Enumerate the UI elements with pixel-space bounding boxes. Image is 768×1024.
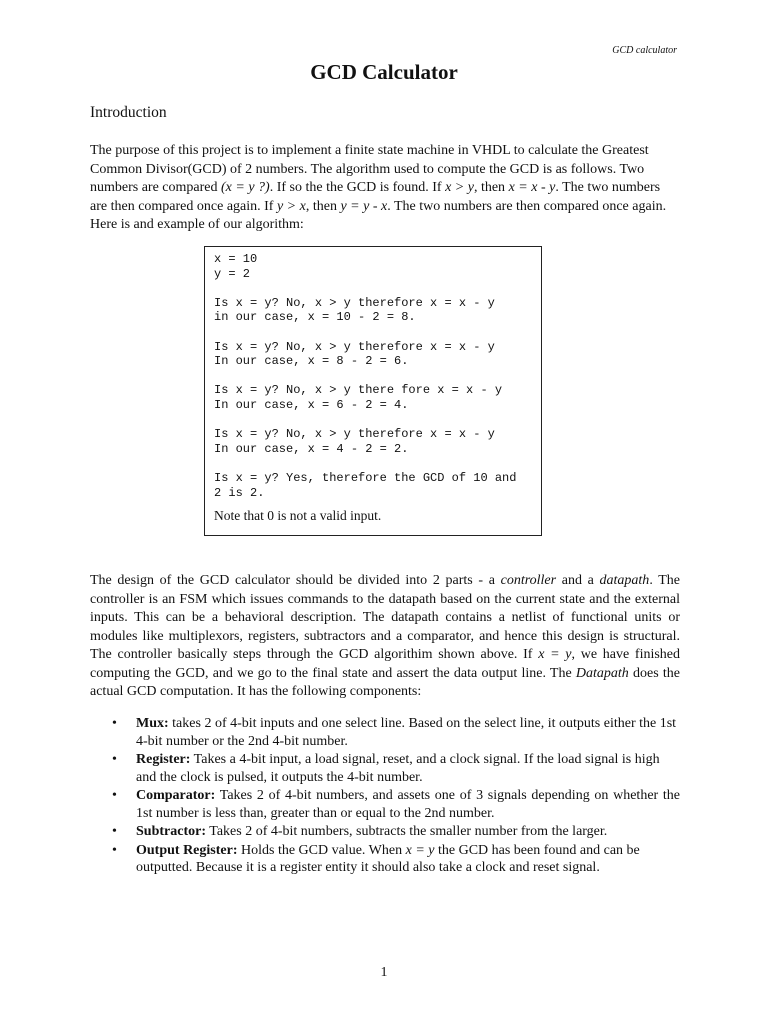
- text-run: The purpose of this project is to implement a finite state machine in VHDL to calculate the Greatest Common Divisor(GCD) of 2 numbers. The algorithm used to compute the GCD is as follows. Two numbers are compared: [90, 143, 649, 195]
- code-line: In our case, x = 8 - 2 = 6.: [214, 354, 409, 369]
- text-run: Takes 2 of 4-bit numbers, subtracts the smaller number from the larger.: [206, 824, 608, 839]
- text-run: . The two numbers are then compared once again. If: [90, 180, 661, 214]
- italic-text: datapath: [599, 573, 650, 588]
- text-run: does the actual GCD computation. It has the following components:: [90, 665, 680, 699]
- text-run: . The two numbers are then compared once again. Here is and example of our algorithm:: [90, 198, 667, 232]
- component-name: Register:: [136, 752, 191, 767]
- component-item: [112, 751, 680, 786]
- code-line: [214, 413, 532, 428]
- algorithm-example-box: [204, 246, 542, 536]
- code-line: [214, 456, 532, 471]
- bullet-icon: •: [112, 788, 117, 803]
- datapath-components-list: [112, 715, 680, 878]
- code-line: [214, 281, 532, 296]
- code-line: 2 is 2.: [214, 485, 265, 500]
- text-run: , then: [305, 198, 341, 214]
- design-paragraph: [90, 572, 680, 702]
- italic-text: controller: [500, 573, 557, 588]
- section-heading-introduction: Introduction: [90, 104, 167, 121]
- component-item: [112, 787, 680, 822]
- bullet-icon: •: [112, 842, 117, 858]
- italic-text: x > y: [445, 180, 474, 195]
- text-run: takes 2 of 4-bit inputs and one select line. Based on the select line, it outputs either the 1st 4-bit number or the 2nd 4-bit number.: [136, 716, 677, 749]
- code-line: Is x = y? No, x > y therefore x = x - y: [214, 339, 495, 354]
- component-name: Subtractor:: [136, 824, 206, 839]
- code-line: In our case, x = 4 - 2 = 2.: [214, 441, 409, 456]
- bullet-icon: •: [112, 752, 117, 767]
- code-line: [214, 325, 532, 340]
- text-run: and a: [556, 573, 600, 588]
- code-line: x = 10: [214, 252, 258, 266]
- component-item: [112, 823, 680, 841]
- bullet-icon: •: [112, 716, 117, 731]
- code-line: y = 2: [214, 266, 251, 281]
- code-line: [214, 369, 532, 384]
- italic-text: x = y: [538, 647, 572, 662]
- text-run: Takes 2 of 4-bit numbers, and assets one of 3 signals depending on whether the 1st number is less than, greater than or equal to the 2nd number.: [136, 788, 680, 821]
- italic-text: Datapath: [575, 665, 629, 681]
- code-line: in our case, x = 10 - 2 = 8.: [214, 310, 416, 325]
- document-title: GCD Calculator: [310, 60, 458, 84]
- code-line: Is x = y? Yes, therefore the GCD of 10 and: [214, 470, 517, 485]
- component-name: Comparator:: [136, 788, 216, 803]
- italic-text: x = y: [405, 842, 435, 858]
- page-number: 1: [380, 965, 388, 980]
- italic-text: (x = y ?): [221, 180, 270, 195]
- code-line: Is x = y? No, x > y therefore x = x - y: [214, 427, 495, 442]
- text-run: Takes a 4-bit input, a load signal, reset, and a clock signal. If the load signal is high and the clock is pulsed, it outputs the 4-bit number.: [136, 752, 660, 785]
- code-line: Is x = y? No, x > y there fore x = x - y: [214, 383, 503, 398]
- component-item: [112, 842, 680, 877]
- text-run: , we have finished computing the GCD, and we go to the final state and assert the data output line. The: [90, 647, 681, 681]
- italic-text: y > x: [276, 198, 306, 214]
- text-run: the GCD has been found and can be outputted. Because it is a register entity it should also take a clock and reset signal.: [136, 842, 640, 875]
- text-run: The design of the GCD calculator should be divided into 2 parts - a: [90, 573, 501, 588]
- component-name: Mux:: [136, 716, 169, 731]
- code-line: In our case, x = 6 - 2 = 4.: [214, 397, 409, 412]
- text-run: , then: [473, 180, 509, 195]
- intro-paragraph: [90, 142, 680, 235]
- component-name: Output Register:: [136, 842, 238, 858]
- text-run: . The controller is an FSM which issues commands to the datapath based on the current state and the external inputs. This can be a behavioral description. The datapath contains a netlist of functional units or modules like multiplexors, registers, subtractors and a comparator, and hence this design is structural. The controller basically steps through the GCD algorithim shown above. If: [90, 573, 680, 662]
- code-line: Is x = y? No, x > y therefore x = x - y: [214, 295, 495, 310]
- algorithm-code: [214, 252, 532, 500]
- component-item: [112, 715, 680, 750]
- running-header: GCD calculator: [612, 45, 677, 56]
- italic-text: y = y - x: [340, 198, 388, 214]
- text-run: . If so the the GCD is found. If: [269, 180, 446, 195]
- algorithm-note: Note that 0 is not a valid input.: [214, 508, 382, 524]
- italic-text: x = x - y: [508, 180, 556, 195]
- text-run: Holds the GCD value. When: [237, 842, 406, 858]
- bullet-icon: •: [112, 824, 117, 839]
